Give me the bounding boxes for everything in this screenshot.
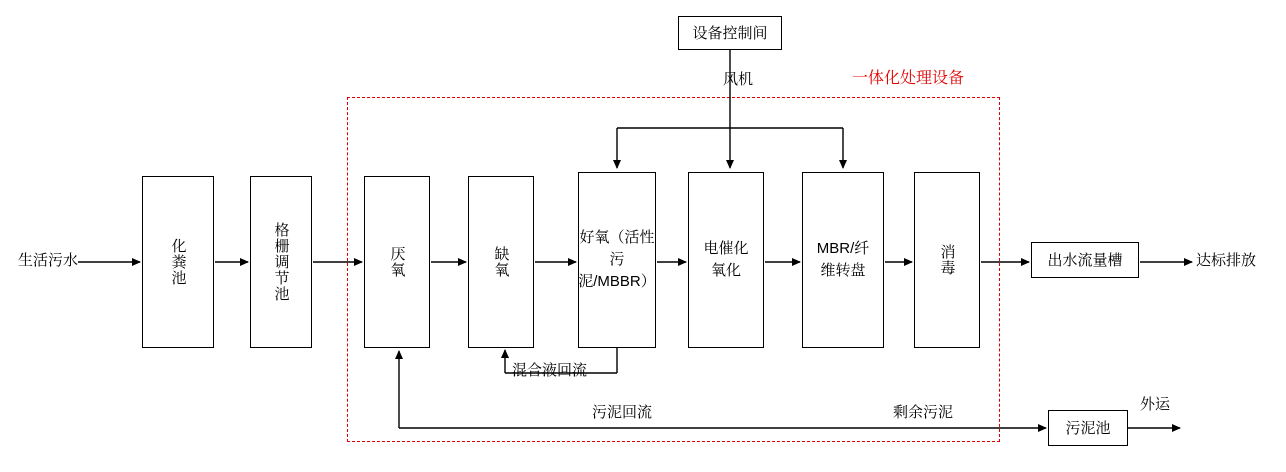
unit-aerobic: 好氧（活性污泥/MBBR） [578, 172, 656, 348]
unit-septic-tank: 化粪池 [142, 176, 214, 348]
unit-effluent-flow-meter: 出水流量槽 [1031, 242, 1139, 278]
unit-anoxic: 缺氧 [468, 176, 534, 348]
external-transport-label: 外运 [1140, 396, 1171, 413]
integrated-equipment-boundary [347, 97, 1000, 442]
inlet-label: 生活污水 [18, 252, 79, 269]
excess-sludge-label: 剩余污泥 [893, 404, 954, 421]
unit-sludge-tank: 污泥池 [1048, 410, 1128, 446]
unit-control-room: 设备控制间 [678, 16, 782, 50]
blower-label: 风机 [723, 71, 754, 88]
mixed-liquor-return-label: 混合液回流 [512, 362, 588, 379]
unit-electrocatalytic-oxidation: 电催化氧化 [688, 172, 764, 348]
sludge-return-label: 污泥回流 [592, 404, 653, 421]
outlet-label: 达标排放 [1196, 252, 1257, 269]
unit-disinfection: 消毒 [914, 172, 980, 348]
unit-mbr-fiber-disk: MBR/纤维转盘 [802, 172, 884, 348]
integrated-equipment-label: 一体化处理设备 [852, 70, 965, 87]
unit-anaerobic: 厌氧 [364, 176, 430, 348]
unit-grille-adjust-tank: 格栅调节池 [250, 176, 312, 348]
